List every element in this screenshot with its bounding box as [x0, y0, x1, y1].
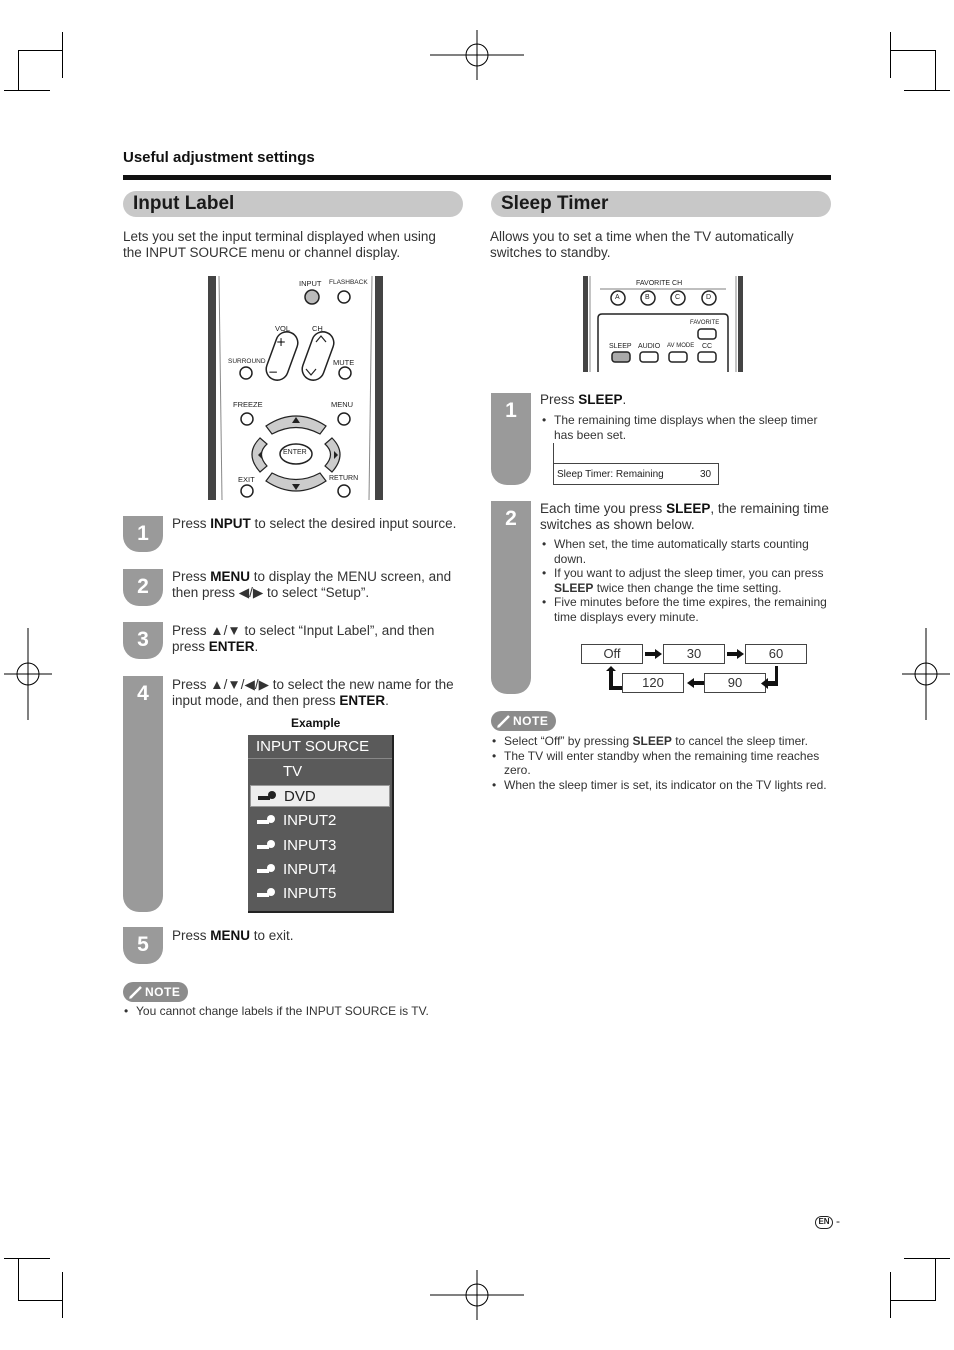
flow-90: 90 — [704, 673, 766, 693]
arrow-left-icon — [687, 678, 704, 688]
sleep-step-text-1: Press SLEEP. — [540, 392, 627, 407]
remote-favorite-label: FAVORITE — [690, 320, 720, 326]
page-number-suffix: - — [836, 1214, 840, 1228]
step-tab-4: 4 — [123, 676, 163, 912]
bullet-item: • If you want to adjust the sleep timer, you can press SLEEP twice then change the time setting. — [540, 566, 832, 595]
note-item: • When the sleep timer is set, its indicator on the TV lights red. — [490, 778, 832, 793]
input-1-icon — [258, 791, 278, 803]
language-badge: EN — [815, 1216, 833, 1229]
bullet-item: • When set, the time automatically starts counting down. — [540, 537, 832, 566]
remote-a-label: A — [615, 294, 620, 301]
registration-mark-right — [902, 628, 950, 720]
arrow-right-icon — [727, 649, 744, 659]
note-item: • Select “Off” by pressing SLEEP to cancel the sleep timer. — [490, 734, 832, 749]
step-tab-1: 1 — [123, 516, 163, 552]
flow-60: 60 — [745, 644, 807, 664]
registration-mark-left — [4, 628, 52, 720]
sleep-step-tab-1: 1 — [491, 393, 531, 485]
flow-120: 120 — [622, 673, 684, 693]
step-text-4: Press ▲/▼/◀/▶ to select the new name for the input mode, and then press ENTER. — [172, 677, 454, 708]
flow-arrows — [600, 644, 800, 694]
menu-item-dvd[interactable]: DVD — [250, 785, 390, 807]
remote-cc-label: CC — [702, 343, 713, 350]
step-tab-3: 3 — [123, 622, 163, 659]
svg-text:+: + — [275, 335, 287, 349]
arrow-right-icon — [645, 649, 662, 659]
input-5-icon — [257, 888, 277, 900]
registration-mark-bottom — [430, 1270, 524, 1320]
remote-favorite-ch-label: FAVORITE CH — [636, 280, 683, 287]
remote-audio-label: AUDIO — [638, 343, 661, 350]
flow-30: 30 — [663, 644, 725, 664]
sleep-step-tab-2: 2 — [491, 501, 531, 694]
bullet-item: • Five minutes before the time expires, the remaining time displays every minute. — [540, 595, 832, 624]
section-title: Useful adjustment settings — [123, 149, 315, 166]
sleep-step-1-bullets — [540, 413, 830, 442]
remote-freeze-label: FREEZE — [233, 400, 263, 409]
menu-item-input4[interactable]: INPUT4 — [250, 859, 390, 881]
registration-mark-top — [430, 30, 524, 80]
remote-illustration — [200, 276, 390, 500]
remote-c-label: C — [675, 294, 681, 301]
remote-menu-label: MENU — [331, 400, 354, 409]
sleep-timer-heading: Sleep Timer — [491, 191, 831, 217]
menu-item-input3[interactable]: INPUT3 — [250, 835, 390, 857]
note-item: • You cannot change labels if the INPUT SOURCE is TV. — [122, 1004, 462, 1019]
input-3-icon — [257, 840, 277, 852]
remote-d-label: D — [706, 294, 712, 301]
remote-surround-label: SURROUND — [228, 358, 266, 365]
note-badge-right: NOTE — [491, 711, 556, 731]
step-text-1: Press INPUT to select the desired input source. — [172, 516, 457, 531]
remote-b-label: B — [645, 294, 650, 301]
arrow-down-left-icon — [761, 666, 778, 689]
svg-text:−: − — [267, 365, 279, 379]
step-tab-5: 5 — [123, 927, 163, 964]
remote-ch-label: CH — [312, 324, 323, 333]
sleep-step-text-2: Each time you press SLEEP, the remaining time switches as shown below. — [540, 501, 829, 532]
note-item: • The TV will enter standby when the remaining time reaches zero. — [490, 749, 832, 778]
sleep-remote-illustration — [578, 276, 748, 372]
osd-label: Sleep Timer: Remaining — [557, 469, 664, 480]
input-source-menu — [248, 735, 394, 913]
step-text-5: Press MENU to exit. — [172, 928, 294, 943]
example-label: Example — [291, 716, 341, 730]
pencil-icon — [496, 713, 512, 729]
sleep-osd — [553, 443, 719, 485]
remote-sleep-label: SLEEP — [609, 343, 632, 350]
input-4-icon — [257, 864, 277, 876]
sleep-timer-intro: Allows you to set a time when the TV automatically switches to standby. — [490, 229, 794, 260]
remote-exit-label: EXIT — [238, 475, 255, 484]
step-text-3: Press ▲/▼ to select “Input Label”, and then press ENTER. — [172, 623, 435, 654]
remote-return-label: RETURN — [329, 475, 359, 482]
sleep-step-2-bullets — [540, 537, 832, 624]
input-label-intro: Lets you set the input terminal displayed when using the INPUT SOURCE menu or channel display. — [123, 229, 436, 260]
notes-left — [122, 1004, 462, 1019]
arrow-up-icon — [606, 666, 622, 690]
remote-flashback-label: FLASHBACK — [329, 279, 368, 286]
osd-value: 30 — [700, 469, 712, 480]
input-2-icon — [257, 815, 277, 827]
bullet-item: • The remaining time displays when the sleep timer has been set. — [540, 413, 830, 442]
menu-item-input5[interactable]: INPUT5 — [250, 883, 390, 905]
remote-vol-label: VOL — [275, 324, 291, 333]
step-tab-2: 2 — [123, 569, 163, 606]
remote-enter-label: ENTER — [283, 449, 307, 456]
pencil-icon — [128, 984, 144, 1000]
menu-item-tv[interactable]: TV — [283, 763, 303, 780]
input-label-heading: Input Label — [123, 191, 463, 217]
step-text-2: Press MENU to display the MENU screen, and then press ◀/▶ to select “Setup”. — [172, 569, 452, 600]
notes-right — [490, 734, 832, 792]
remote-input-label: INPUT — [299, 279, 322, 288]
note-badge-left: NOTE — [123, 982, 188, 1002]
remote-av-mode-label: AV MODE — [667, 343, 695, 349]
menu-title: INPUT SOURCE — [248, 735, 392, 759]
menu-item-input2[interactable]: INPUT2 — [250, 810, 390, 832]
header-rule — [123, 175, 831, 180]
remote-mute-label: MUTE — [333, 358, 355, 367]
flow-off: Off — [581, 644, 643, 664]
